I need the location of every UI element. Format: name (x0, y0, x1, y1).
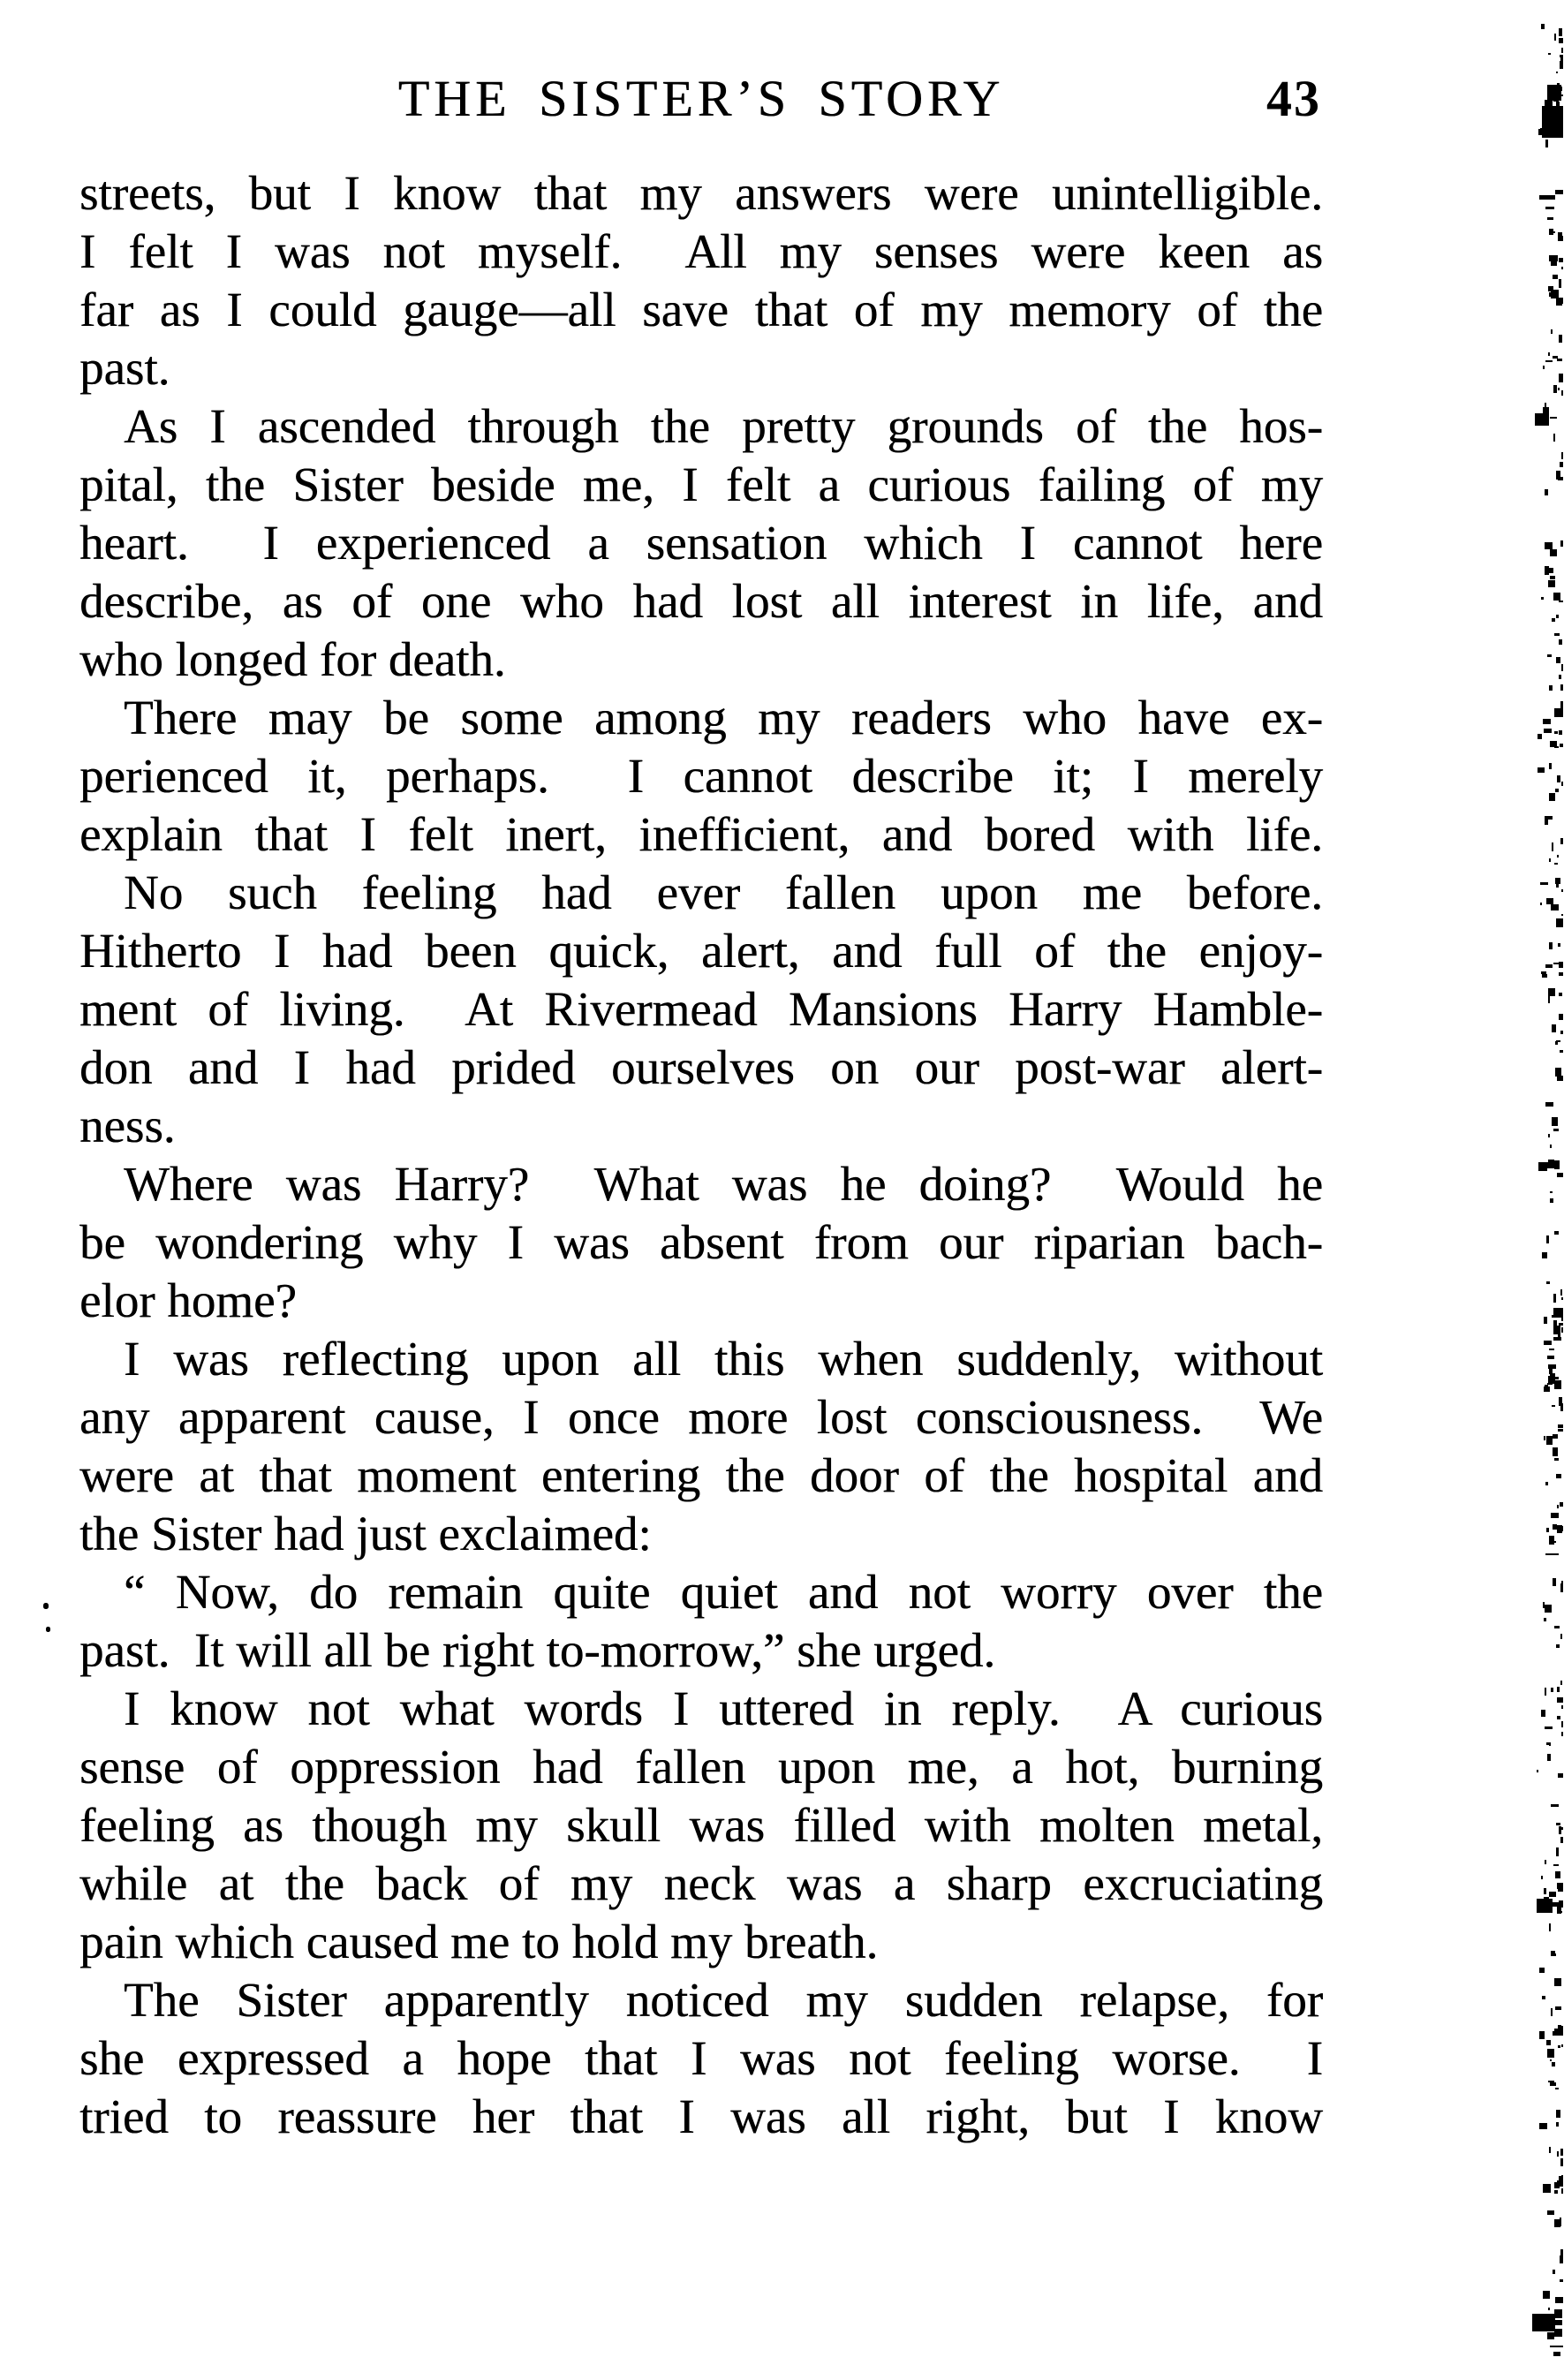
text-line: tried to reassure her that I was all right, but I know (79, 2089, 1323, 2143)
text-line: The Sister apparently noticed my sudden relapse, for (124, 1973, 1323, 2027)
text-line: elor home? (79, 1273, 297, 1327)
text-line: Hitherto I had been quick, alert, and full of the enjoy- (79, 924, 1323, 978)
page-number: 43 (1266, 70, 1321, 127)
text-line: any apparent cause, I once more lost consciousness. We (79, 1390, 1323, 1444)
running-head-title: THE SISTER’S STORY (397, 70, 1005, 127)
text-line: feeling as though my skull was filled with molten metal, (79, 1798, 1323, 1852)
text-line: ness. (79, 1099, 176, 1152)
text-line: streets, but I know that my answers were unintelligible. (79, 166, 1323, 220)
text-line: far as I could gauge—all save that of my memory of the (79, 283, 1323, 336)
paragraph (79, 397, 1323, 689)
text-line: I was reflecting upon all this when suddenly, without (124, 1332, 1323, 1386)
paragraph (79, 164, 1323, 397)
text-line: describe, as of one who had lost all interest in life, and (79, 574, 1323, 628)
text-line: There may be some among my readers who have ex- (124, 691, 1323, 744)
text-line: she expressed a hope that I was not feeling worse. I (79, 2031, 1323, 2085)
text-line: “ Now, do remain quite quiet and not worry over the (124, 1565, 1323, 1619)
text-line: be wondering why I was absent from our riparian bach- (79, 1215, 1323, 1269)
text-line: As I ascended through the pretty grounds of the hos- (124, 399, 1323, 453)
ink-speck (46, 1627, 50, 1632)
text-line: ment of living. At Rivermead Mansions Harry Hamble- (79, 982, 1323, 1036)
text-line: explain that I felt inert, inefficient, and bored with life. (79, 807, 1323, 861)
paragraph (79, 1971, 1323, 2146)
paragraph (79, 1563, 1323, 1680)
paragraph (79, 1680, 1323, 1971)
text-line: who longed for death. (79, 632, 506, 686)
text-line: sense of oppression had fallen upon me, a hot, burning (79, 1740, 1323, 1794)
text-line: No such feeling had ever fallen upon me before. (124, 865, 1323, 919)
text-line: past. It will all be right to-morrow,” she urged. (79, 1623, 996, 1677)
text-line: I felt I was not myself. All my senses were keen as (79, 224, 1323, 278)
paragraph (79, 1155, 1323, 1330)
text-block (79, 164, 1323, 2146)
text-line: were at that moment entering the door of the hospital and (79, 1448, 1323, 1502)
paragraph (79, 1330, 1323, 1563)
text-line: while at the back of my neck was a sharp excruciating (79, 1856, 1323, 1910)
text-line: pital, the Sister beside me, I felt a curious failing of my (79, 457, 1323, 511)
text-line: pain which caused me to hold my breath. (79, 1915, 879, 1968)
paragraph (79, 689, 1323, 864)
text-line: past. (79, 341, 170, 395)
text-line: perienced it, perhaps. I cannot describe it; I merely (79, 749, 1323, 803)
paragraph (79, 864, 1323, 1155)
text-line: I know not what words I uttered in reply. A curious (124, 1681, 1323, 1735)
ink-speck (43, 1603, 49, 1609)
text-line: Where was Harry? What was he doing? Would he (124, 1157, 1323, 1211)
running-head (79, 69, 1323, 131)
text-line: heart. I experienced a sensation which I cannot here (79, 516, 1323, 570)
text-line: don and I had prided ourselves on our post-war alert- (79, 1040, 1323, 1094)
text-line: the Sister had just exclaimed: (79, 1507, 652, 1560)
